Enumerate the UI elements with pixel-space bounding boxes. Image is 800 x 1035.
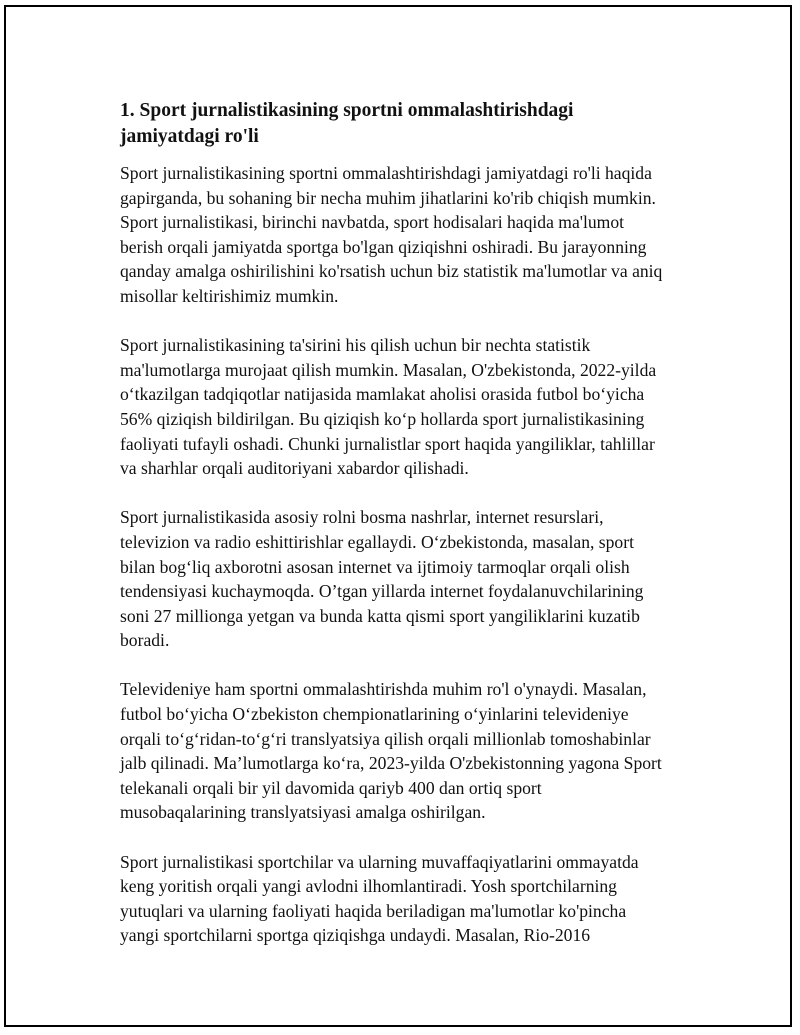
paragraph-3 <box>120 505 700 653</box>
text-line: tendensiyasi kuchaymoqda. O’tgan yillarda internet foydalanuvchilarining <box>120 581 644 602</box>
paragraph-4 <box>120 677 700 825</box>
text-line: boradi. <box>120 630 170 651</box>
document-page <box>4 5 792 1027</box>
document-body <box>120 98 700 973</box>
text-line: telekanali orqali bir yil davomida qariyb 400 dan ortiq sport <box>120 777 542 798</box>
text-line: soni 27 millionga yetgan va bunda katta qismi sport yangiliklarini kuzatib <box>120 605 640 626</box>
text-line: jalb qilinadi. Ma’lumotlarga ko‘ra, 2023-yilda O'zbekistonning yagona Sport <box>120 753 662 774</box>
text-line: Sport jurnalistikasining ta'sirini his qilish uchun bir nechta statistik <box>120 335 591 356</box>
text-line: misollar keltirishimiz mumkin. <box>120 285 339 306</box>
text-line: keng yoritish orqali yangi avlodni ilhomlantiradi. Yosh sportchilarning <box>120 876 617 897</box>
text-line: televizion va radio eshittirishlar egallaydi. O‘zbekistonda, masalan, sport <box>120 531 634 552</box>
text-line: bilan bog‘liq axborotni asosan internet va ijtimoiy tarmoqlar orqali olish <box>120 556 630 577</box>
paragraph-2 <box>120 333 700 481</box>
heading-line-1: 1. Sport jurnalistikasining sportni ommalashtirishdagi <box>120 100 574 121</box>
paragraph-1 <box>120 161 700 309</box>
text-line: gapirganda, bu sohaning bir necha muhim jihatlarini ko'rib chiqish mumkin. <box>120 187 656 208</box>
text-line: Sport jurnalistikasi, birinchi navbatda, sport hodisalari haqida ma'lumot <box>120 212 625 233</box>
text-line: berish orqali jamiyatda sportga bo'lgan qiziqishni oshiradi. Bu jarayonning <box>120 236 647 257</box>
text-line: va sharhlar orqali auditoriyani xabardor qilishadi. <box>120 458 469 479</box>
text-line: 56% qiziqish bildirilgan. Bu qiziqish ko‘p hollarda sport jurnalistikasining <box>120 408 645 429</box>
heading-line-2: jamiyatdagi ro'li <box>120 126 259 147</box>
text-line: o‘tkazilgan tadqiqotlar natijasida mamlakat aholisi orasida futbol bo‘yicha <box>120 384 645 405</box>
text-line: Sport jurnalistikasining sportni ommalashtirishdagi jamiyatdagi ro'li haqida <box>120 163 652 183</box>
text-line: qanday amalga oshirilishini ko'rsatish uchun biz statistik ma'lumotlar va aniq <box>120 261 663 282</box>
text-line: Sport jurnalistikasi sportchilar va ularning muvaffaqiyatlarini ommayatda <box>120 851 639 872</box>
text-line: yangi sportchilarni sportga qiziqishga undaydi. Masalan, Rio-2016 <box>120 925 591 946</box>
text-line: ma'lumotlarga murojaat qilish mumkin. Masalan, O'zbekistonda, 2022-yilda <box>120 359 657 380</box>
text-line: faoliyati tufayli oshadi. Chunki jurnalistlar sport haqida yangiliklar, tahlillar <box>120 433 655 454</box>
text-line: yutuqlari va ularning faoliyati haqida beriladigan ma'lumotlar ko'pincha <box>120 900 627 921</box>
text-line: orqali to‘g‘ridan-to‘g‘ri translyatsiya qilish orqali millionlab tomoshabinlar <box>120 728 651 749</box>
section-heading <box>120 98 700 150</box>
text-line: musobaqalarining translyatsiyasi amalga oshirilgan. <box>120 802 486 823</box>
text-line: Televideniye ham sportni ommalashtirishda muhim ro'l o'ynaydi. Masalan, <box>120 679 647 700</box>
text-line: futbol bo‘yicha O‘zbekiston chempionatlarining o‘yinlarini televideniye <box>120 704 629 725</box>
paragraph-5 <box>120 850 700 948</box>
text-line: Sport jurnalistikasida asosiy rolni bosma nashrlar, internet resurslari, <box>120 507 604 528</box>
